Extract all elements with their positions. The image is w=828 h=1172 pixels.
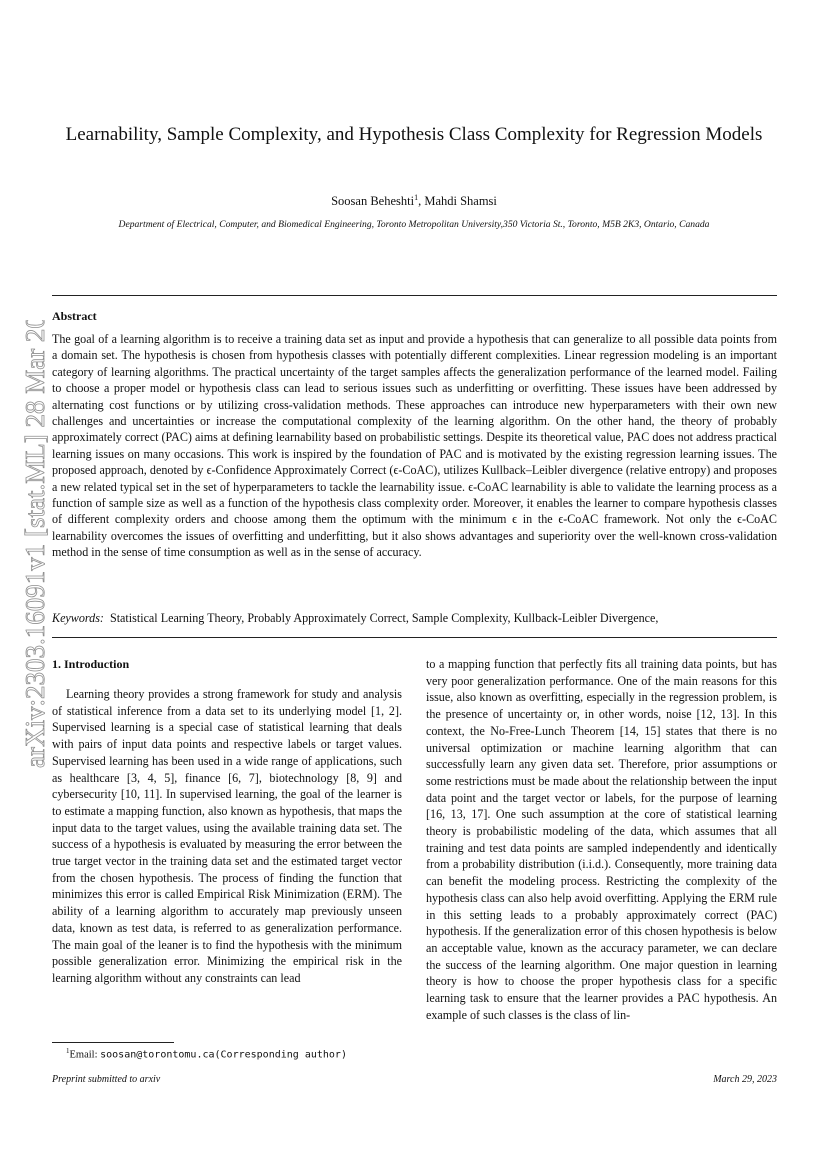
abstract-top-rule (52, 295, 777, 296)
keywords (52, 610, 777, 626)
author-line (0, 193, 828, 209)
paper-title: Learnability, Sample Complexity, and Hypothesis Class Complexity for Regression Models (65, 124, 763, 145)
abstract-text: The goal of a learning algorithm is to receive a training data set as input and provide a hypothesis that can generalize to all possible data points from a domain set. The hypothesis is chosen from hypothesis classes with potentially different complexities. Linear regression modeling is an important category of learning algorithms. The practical uncertainty of the target samples affects the generalization performance of the learned model. Failing to choose a proper model or hypothesis class can lead to serious issues such as underfitting or overfitting. These issues have been addressed by alternating cost functions or by utilizing cross-validation methods. These approaches can introduce new hyperparameters with their own new challenges and uncertainties or increase the computational complexity of the learning algorithm. On the other hand, the theory of probably approximately correct (PAC) aims at defining learnability based on probabilistic settings. Despite its theoretical value, PAC does not address practical learning issues on many occasions. This work is inspired by the foundation of PAC and is motivated by the existing regression learning issues. The proposed approach, denoted by ϵ-Confidence Approximately Correct (ϵ-CoAC), utilizes Kullback–Leibler divergence (relative entropy) and proposes a new related typical set in the set of hyperparameters to tackle the learnability issue. ϵ-CoAC learnability is able to validate the learning process as a function of sample size as well as a function of the hypothesis class complexity order. Moreover, it enables the learner to compare hypothesis classes of different complexity orders and choose among them the optimum with the minimum ϵ in the ϵ-CoAC framework. Not only the ϵ-CoAC learnability overcomes the issues of overfitting and underfitting, but it also shows advantages and superiority over the well-known cross-validation method in the sense of time consumption as well as in the sense of accuracy. (52, 332, 777, 560)
intro-left-column: Learning theory provides a strong framework for study and analysis of statistical inference from a data set to its underlying model [1, 2]. Supervised learning is a special case of statistical learning that deals with pairs of input data points and respective labels or target values. Supervised learning has been used in a wide range of applications, such as healthcare [3, 4, 5], finance [6, 7], biotechnology [8, 9] and cybersecurity [10, 11]. In supervised learning, the goal of the learner is to estimate a mapping function, also known as hypothesis, that maps the input data to the target values, using the available training data set. The success of a hypothesis is evaluated by measuring the error between the true target vector in the training data set and the estimated target vector from the chosen hypothesis. The process of finding the function that minimizes this error is called Empirical Risk Minimization (ERM). The ability of a learning algorithm to accurately map previously unseen data, known as test data, is referred to as generalization performance. The main goal of the leaner is to find the hypothesis with the minimum possible generalization error. Minimizing the empirical risk in the learning algorithm without any constraints can lead (52, 687, 402, 985)
footnote-rule (52, 1042, 174, 1043)
affiliation: Department of Electrical, Computer, and Biomedical Engineering, Toronto Metropolitan University,350 Victoria St., Toronto, M5B 2K3, Ontario, Canada (118, 219, 710, 230)
footnote-label: Email: (69, 1049, 101, 1061)
footnote-mark: 1 (66, 1047, 70, 1055)
intro-right-column: to a mapping function that perfectly fits all training data points, but has very poor generalization performance. One of the main reasons for this issue, also known as overfitting, especially in the regression problem, is the presence of uncertainty or, in other words, noise [12, 13]. In this context, the No-Free-Lunch Theorem [14, 15] states that there is no universal optimization or machine learning algorithm that can successfully learn any given data set. Therefore, prior assumptions or some restrictions must be made about the relationship between the input data point and the target vector or labels, for the purpose of learning [16, 13, 17]. One such assumption at the core of statistical learning theory is probabilistic modeling of the data, which assumes that all training and test data points are sampled independently and identically from a probability distribution (i.i.d.). Consequently, more training data can benefit the modeling process. Restricting the complexity of the hypothesis class can also help avoid overfitting. Applying the ERM rule in this setting leads to a probably approximately correct (PAC) hypothesis. If the generalization error of this chosen hypothesis is below an acceptable value, known as the accuracy parameter, we can declare the success of the learning algorithm. One major question in learning theory is how to choose the proper hypothesis class for a specific learning task to ensure that the learner provides a PAC hypothesis. An example of such classes is the class of lin- (426, 657, 777, 1022)
footnote-note: (Corresponding author) (214, 1049, 347, 1061)
arxiv-side-stamp (14, 320, 50, 770)
arxiv-identifier: arXiv:2303.16091v1 [stat.ML] 28 Mar 2023 (20, 320, 50, 768)
abstract-bottom-rule (52, 637, 777, 638)
footnote-email[interactable]: soosan@torontomu.ca (100, 1049, 215, 1061)
abstract-heading: Abstract (52, 309, 97, 323)
author-footnote-mark: 1 (414, 193, 419, 202)
keywords-text: Statistical Learning Theory, Probably Approximately Correct, Sample Complexity, Kullback-Leibler Divergence, (109, 611, 659, 625)
section-heading: 1. Introduction (52, 657, 130, 671)
footer-date: March 29, 2023 (713, 1074, 777, 1085)
author-rest: , Mahdi Shamsi (418, 194, 497, 209)
keywords-label: Keywords: (52, 611, 104, 625)
footnote (66, 1047, 347, 1061)
footer-preprint: Preprint submitted to arxiv (52, 1074, 161, 1085)
author-first: Soosan Beheshti (331, 194, 415, 209)
